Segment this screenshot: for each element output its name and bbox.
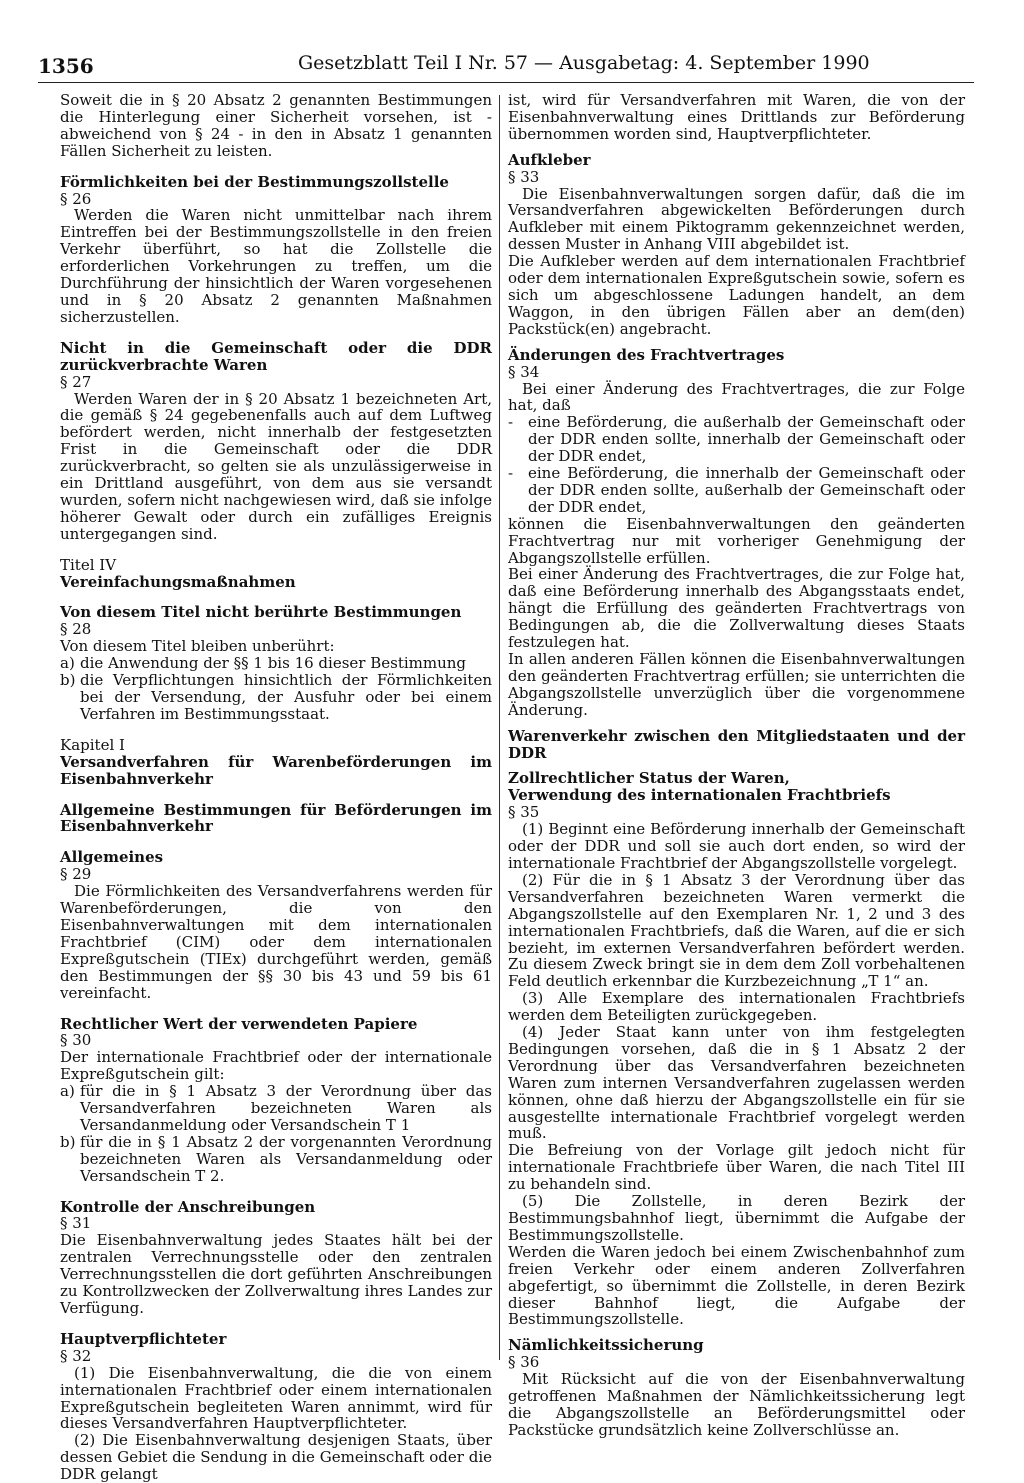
list-marker: a) [60,1082,75,1101]
section-35: § 35 [508,803,540,822]
heading-33: Aufkleber [508,150,591,169]
paragraph-27: Werden Waren der in § 20 Absatz 1 bezeichneten Art, die gemäß § 24 gegebenenfalls auch auf dem Luftweg befördert werden, nicht innerhalb der festgesetzten Frist in die Gemeinschaft oder die DDR zurückverbracht, so gelten sie als unzulässigerweise in ein Drittland ausgeführt, von dem aus sie versandt wurden, sofern nicht nachgewiesen wird, daß sie infolge höherer Gewalt oder durch ein zufälliges Ereignis untergegangen sind. [60,389,492,543]
section-36: § 36 [508,1353,540,1372]
paragraph-32-2: (2) Die Eisenbahnverwaltung desjenigen Staats, über dessen Gebiet die Sendung in die Gemeinschaft oder die DDR gelangt [60,1431,492,1483]
left-column [60,92,492,1483]
chapter-i-name: Versandverfahren für Warenbeförderungen im Eisenbahnverkehr [60,752,492,788]
paragraph-26: Werden die Waren nicht unmittelbar nach ihrem Eintreffen bei der Bestimmungszollstelle in den freien Verkehr überführt, so hat die Zollstelle die erforderlichen Vorkehrungen zu treffen, um die Durchführung der hinsichtlich der Waren vorgesehenen und in § 20 Absatz 2 genannten Maßnahmen sicherzustellen. [60,206,492,326]
paragraph-28: Von diesem Titel bleiben unberührt: [60,637,335,656]
list-text: für die in § 1 Absatz 2 der vorgenannten Verordnung bezeichneten Waren als Versandanmeldung oder Versandschein T 2. [80,1132,492,1185]
gazette-title: Gesetzblatt Teil I Nr. 57 — Ausgabetag: 4. September 1990 [298,52,870,74]
section-27: § 27 [60,372,92,391]
section-26: § 26 [60,189,92,208]
heading-32: Hauptverpflichteter [60,1329,227,1348]
list-text: eine Beförderung, die außerhalb der Gemeinschaft oder der DDR enden sollte, innerhalb der Gemeinschaft oder der DDR endet, [528,413,965,466]
paragraph-31: Die Eisenbahnverwaltung jedes Staates hält bei der zentralen Verrechnungsstelle oder den zentralen Verrechnungsstellen die dort geführten Anschreibungen zu Kontrollzwecken der Zollverwaltung ihres Landes zur Verfügung. [60,1231,492,1317]
heading-35-line1: Zollrechtlicher Status der Waren, [508,769,790,788]
heading-general-provisions: Allgemeine Bestimmungen für Beförderungen im Eisenbahnverkehr [60,800,492,836]
list-text: eine Beförderung, die innerhalb der Gemeinschaft oder der DDR enden sollte, außerhalb der Gemeinschaft oder der DDR endet, [528,464,965,516]
heading-30: Rechtlicher Wert der verwendeten Papiere [60,1014,418,1033]
list-item-34-dash2 [508,465,965,516]
paragraph-34-3: Bei einer Änderung des Frachtvertrages, die zur Folge hat, daß eine Beförderung innerhalb des Abgangsstaats endet, hängt die Erfüllung des geänderten Frachtvertrags von Bedingungen ab, die die Zollverwaltung dieses Staats festzulegen hat. [508,565,965,652]
section-28: § 28 [60,620,92,639]
title-iv-name: Vereinfachungsmaßnahmen [60,572,296,591]
paragraph-34-2: können die Eisenbahnverwaltungen den geänderten Frachtvertrag nur mit vorheriger Genehmigung der Abgangszollstelle erfüllen. [508,514,965,567]
paragraph-35-4: (4) Jeder Staat kann unter von ihm festgelegten Bedingungen vorsehen, daß die in § 1 Absatz 2 der Verordnung über das Versandverfahren bezeichneten Waren zum internen Versandverfahren zugelassen werden können, ohne daß hierzu der Abgangszollstelle ein für sie ausgestellte internationale Frachtbrief vorgelegt werden muß. [508,1023,965,1143]
page-number: 1356 [38,54,94,78]
paragraph-32-continued: ist, wird für Versandverfahren mit Waren, die von der Eisenbahnverwaltung eines Drittlands zur Beförderung übernommen worden sind, Hauptverpflichteter. [508,91,965,143]
list-marker: b) [60,1132,76,1151]
paragraph-35-4b: Die Befreiung von der Vorlage gilt jedoch nicht für internationale Frachtbriefe über Waren, die nach Titel III zu behandeln sind. [508,1141,965,1194]
paragraph-35-5b: Werden die Waren jedoch bei einem Zwischenbahnhof zum freien Verkehr oder einem anderen Zollverfahren abgefertigt, so übernimmt die Zollstelle, in deren Bezirk dieser Bahnhof liegt, die Aufgabe der Bestimmungszollstelle. [508,1242,965,1329]
heading-36: Nämlichkeitssicherung [508,1336,704,1355]
section-33: § 33 [508,167,540,186]
section-32: § 32 [60,1346,92,1365]
heading-34: Änderungen des Frachtvertrages [508,345,785,364]
list-text: die Anwendung der §§ 1 bis 16 dieser Bestimmung [80,654,467,673]
heading-29: Allgemeines [60,848,164,867]
paragraph-35-5: (5) Die Zollstelle, in deren Bezirk der Bestimmungsbahnhof liegt, übernimmt die Aufgabe der Bestimmungszollstelle. [508,1192,965,1244]
paragraph-35-3: (3) Alle Exemplare des internationalen Frachtbriefs werden dem Beteiligten zurückgegeben. [508,989,965,1025]
paragraph-36: Mit Rücksicht auf die von der Eisenbahnverwaltung getroffenen Maßnahmen der Nämlichkeitssicherung legt die Abgangszollstelle an Beförderungsmittel oder Packstücke grundsätzlich keine Zollverschlüsse an. [508,1370,965,1439]
list-marker: - [508,413,514,432]
list-item-28b [60,672,492,723]
list-text: für die in § 1 Absatz 3 der Verordnung über das Versandverfahren bezeichneten Waren als Versandanmeldung oder Versandschein T 1 [80,1082,492,1134]
heading-26: Förmlichkeiten bei der Bestimmungszollstelle [60,172,449,191]
section-30: § 30 [60,1031,92,1050]
paragraph-33-1: Die Eisenbahnverwaltungen sorgen dafür, daß die im Versandverfahren abgewickelten Beförderungen durch Aufkleber mit einem Piktogramm gekennzeichnet werden, dessen Muster in Anhang VIII abgebildet ist. [508,184,965,254]
paragraph-33-2: Die Aufkleber werden auf dem internationalen Frachtbrief oder dem internationalen Expreßgutschein sowie, sofern es sich um abgeschlossene Ladungen handelt, an dem Waggon, in den übrigen Fällen aber an dem(den) Packstück(en) angebracht. [508,252,965,338]
list-text: die Verpflichtungen hinsichtlich der Förmlichkeiten bei der Versendung, der Ausfuhr oder bei einem Verfahren im Bestimmungsstaat. [80,671,492,723]
list-marker: - [508,464,514,483]
heading-27: Nicht in die Gemeinschaft oder die DDR zurückverbrachte Waren [60,338,492,374]
paragraph-32-1: (1) Die Eisenbahnverwaltung, die die von einem internationalen Frachtbrief oder einem internationalen Expreßgutschein begleiteten Waren annimmt, wird für dieses Versandverfahren Hauptverpflichteter. [60,1363,492,1433]
list-marker: a) [60,654,75,673]
column-divider [499,95,500,1360]
paragraph-35-2: (2) Für die in § 1 Absatz 3 der Verordnung über das Versandverfahren bezeichneten Waren vermerkt die Abgangszollstelle auf den Exemplaren Nr. 1, 2 und 3 des internationalen Frachtbriefs, daß die Waren, auf die er sich bezieht, im externen Versandverfahren befördert werden. Zu diesem Zweck bringt sie in dem dem Zoll vorbehaltenen Feld deutlich erkennbar die Kurzbezeichnung „T 1“ an. [508,870,965,991]
paragraph-30: Der internationale Frachtbrief oder der internationale Expreßgutschein gilt: [60,1048,492,1084]
list-item-30a [60,1083,492,1134]
paragraph-34-4: In allen anderen Fällen können die Eisenbahnverwaltungen den geänderten Frachtvertrag erfüllen; sie unterrichten die Abgangszollstelle unverzüglich über die vorgenommene Änderung. [508,650,965,719]
section-29: § 29 [60,865,92,884]
heading-28: Von diesem Titel nicht berührte Bestimmungen [60,603,462,622]
heading-31: Kontrolle der Anschreibungen [60,1197,316,1216]
list-item-28a [60,655,492,672]
heading-warenverkehr: Warenverkehr zwischen den Mitgliedstaaten und der DDR [508,726,965,762]
paragraph-34-1: Bei einer Änderung des Frachtvertrages, die zur Folge hat, daß [508,379,965,415]
paragraph-35-1: (1) Beginnt eine Beförderung innerhalb der Gemeinschaft oder der DDR und soll sie auch dort enden, so wird der internationale Frachtbrief der Abgangszollstelle vorgelegt. [508,820,965,872]
paragraph-29: Die Förmlichkeiten des Versandverfahrens werden für Warenbeförderungen, die von den Eisenbahnverwaltungen mit dem internationalen Frachtbrief (CIM) oder dem internationalen Expreßgutschein (TIEx) durchgeführt werden, gemäß den Bestimmungen der §§ 30 bis 43 und 59 bis 61 vereinfacht. [60,882,492,1002]
title-iv: Titel IV [60,555,117,574]
section-34: § 34 [508,362,540,381]
list-marker: b) [60,671,76,690]
paragraph-intro: Soweit die in § 20 Absatz 2 genannten Bestimmungen die Hinterlegung einer Sicherheit vorsehen, ist - abweichend von § 24 - in den in Absatz 1 genannten Fällen Sicherheit zu leisten. [60,91,492,160]
chapter-i: Kapitel I [60,735,125,754]
heading-35-line2: Verwendung des internationalen Frachtbriefs [508,786,891,805]
page-header [38,46,974,83]
list-item-30b [60,1134,492,1185]
section-31: § 31 [60,1214,92,1233]
right-column [508,92,965,1439]
list-item-34-dash1 [508,414,965,465]
